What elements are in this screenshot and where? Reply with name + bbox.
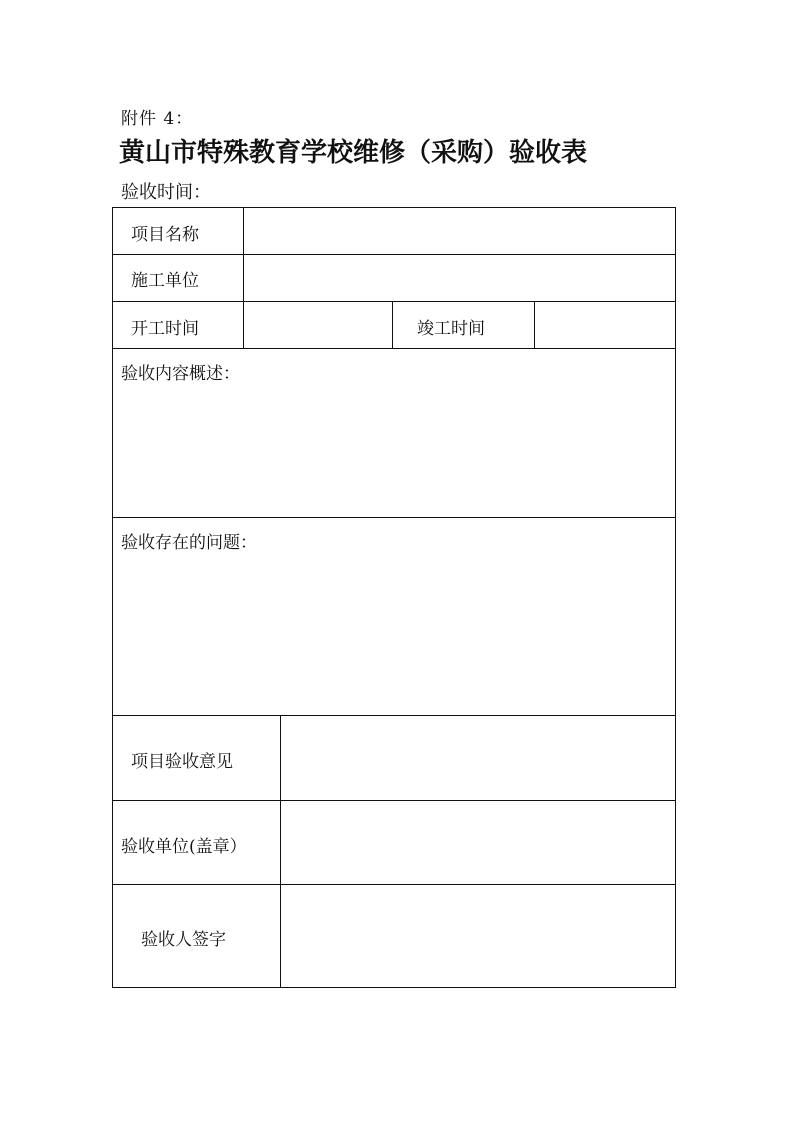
contractor-label: 施工单位	[131, 271, 199, 291]
completion-time-field[interactable]	[535, 302, 676, 348]
inspecting-unit-field[interactable]	[281, 801, 676, 884]
content-summary-label: 验收内容概述：	[121, 364, 240, 384]
start-time-field[interactable]	[244, 302, 392, 348]
acceptance-opinion-field[interactable]	[281, 716, 676, 800]
row-divider	[113, 348, 675, 349]
project-name-label: 项目名称	[131, 225, 199, 245]
page-title: 黄山市特殊教育学校维修（采购）验收表	[119, 138, 588, 168]
inspector-signature-field[interactable]	[281, 885, 676, 987]
column-divider	[392, 301, 393, 348]
attachment-label: 附件 4：	[121, 109, 194, 129]
inspecting-unit-label: 验收单位(盖章）	[121, 837, 247, 857]
inspection-time-label: 验收时间：	[121, 182, 211, 203]
content-summary-field[interactable]	[121, 388, 669, 514]
project-name-field[interactable]	[244, 208, 676, 254]
issues-field[interactable]	[121, 558, 669, 712]
inspector-signature-label: 验收人签字	[141, 930, 226, 950]
completion-time-label: 竣工时间	[417, 319, 485, 339]
acceptance-form	[112, 207, 676, 988]
acceptance-opinion-label: 项目验收意见	[131, 752, 233, 772]
start-time-label: 开工时间	[131, 319, 199, 339]
row-divider	[113, 517, 675, 518]
issues-label: 验收存在的问题：	[121, 533, 257, 553]
contractor-field[interactable]	[244, 255, 676, 301]
